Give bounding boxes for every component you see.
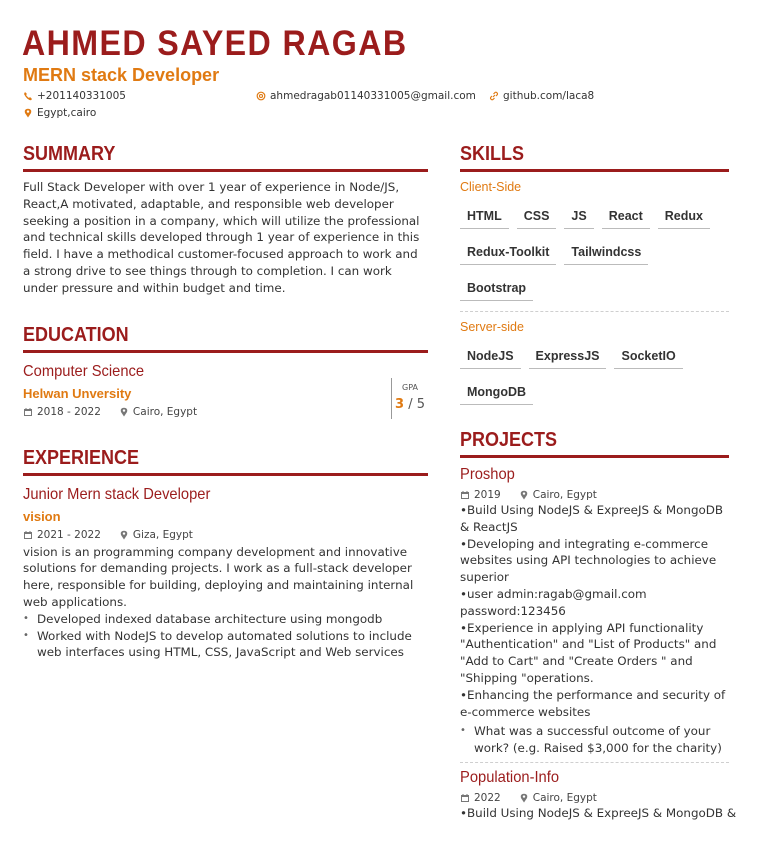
phone-icon	[23, 91, 33, 101]
experience-section	[23, 446, 428, 662]
experience-bullets	[23, 611, 428, 661]
education-entry	[23, 363, 428, 421]
summary-section	[23, 142, 428, 297]
link-icon	[489, 91, 499, 101]
project-line: •Build Using NodeJS & ExpreeJS & MongoDB & ReactJS	[460, 503, 724, 534]
calendar-icon	[23, 530, 33, 540]
gpa-score: 3	[395, 396, 405, 412]
education-section	[23, 323, 428, 421]
map-pin-icon	[519, 490, 529, 500]
job-title: MERN stack Developer	[23, 65, 220, 85]
map-pin-icon	[23, 108, 33, 118]
skills-section	[460, 142, 729, 418]
company-name: vision	[23, 508, 61, 524]
skills-rule	[460, 169, 729, 172]
calendar-icon	[460, 793, 470, 803]
project-line: •Developing and integrating e-commerce websites using API technologies to achieve superior	[460, 536, 717, 585]
skill-tag: Tailwindcss	[564, 242, 648, 265]
skill-tag: MongoDB	[460, 382, 533, 405]
list-item: • Developed indexed database architecture using mongodb	[23, 611, 428, 628]
skill-tag: SocketIO	[614, 346, 682, 369]
skill-tag: Bootstrap	[460, 278, 533, 301]
project-year: 2022	[474, 791, 501, 804]
email-contact[interactable]	[256, 90, 476, 102]
skills-divider	[460, 311, 729, 312]
skill-tag: Redux	[658, 206, 710, 229]
location-contact	[23, 107, 96, 119]
experience-entry	[23, 486, 428, 662]
experience-description: vision is an programming company development and innovative solutions for demanding projects. I work as a full-stack developer here, responsible for building, deploying and maintaining internal web applications.	[23, 544, 414, 609]
skill-tag: ExpressJS	[529, 346, 607, 369]
project-name: Population-Info	[460, 768, 560, 786]
project-entry	[460, 768, 737, 822]
project-line: •Build Using NodeJS & ExpreeJS & MongoDB &	[460, 805, 737, 820]
project-location: Cairo, Egypt	[532, 489, 597, 501]
experience-dates: 2021 - 2022	[37, 528, 101, 541]
skill-tags-server	[460, 346, 729, 418]
projects-section	[460, 428, 737, 822]
skill-tags-client	[460, 206, 729, 314]
github-text: github.com/laca8	[503, 90, 595, 102]
skill-category-server: Server-side	[460, 320, 524, 334]
map-pin-icon	[119, 407, 129, 417]
education-meta	[23, 406, 428, 418]
list-item: • What was a successful outcome of your work? (e.g. Raised $3,000 for the charity)	[460, 723, 729, 757]
skill-tag: HTML	[460, 206, 509, 229]
job-role: Junior Mern stack Developer	[23, 485, 211, 503]
list-item: • Worked with NodeJS to develop automated solutions to include web interfaces using HTML, CSS, JavaScript and Web services	[23, 628, 428, 662]
skill-tag: CSS	[517, 206, 557, 229]
project-meta	[460, 792, 729, 804]
summary-heading: SUMMARY	[23, 143, 116, 165]
project-line: •Enhancing the performance and security of e-commerce websites	[460, 687, 726, 719]
experience-heading: EXPERIENCE	[23, 446, 140, 469]
experience-location: Giza, Egypt	[132, 528, 193, 541]
skill-tag: React	[602, 206, 650, 229]
project-name: Proshop	[460, 466, 515, 483]
school-name: Helwan Unversity	[23, 385, 132, 401]
degree-title: Computer Science	[23, 362, 145, 380]
skills-heading: SKILLS	[460, 143, 525, 165]
candidate-name: AHMED SAYED RAGAB	[22, 24, 408, 63]
project-location: Cairo, Egypt	[532, 791, 597, 804]
phone-contact[interactable]	[23, 90, 126, 102]
project-meta	[460, 489, 729, 501]
skill-category-client: Client-Side	[460, 180, 522, 194]
project-entry	[460, 466, 729, 757]
at-icon	[256, 91, 266, 101]
projects-rule	[460, 455, 729, 458]
gpa-label: GPA	[402, 382, 418, 392]
experience-meta	[23, 529, 428, 541]
project-line: •user admin:ragab@gmail.com password:123456	[460, 586, 647, 618]
calendar-icon	[460, 490, 470, 500]
project-line: •Experience in applying API functionality "Authentication" and "List of Products" and "Add to Cart" and "Create Orders " and "Shipping "operations.	[460, 620, 717, 685]
calendar-icon	[23, 407, 33, 417]
gpa-box	[391, 378, 428, 419]
left-column	[23, 142, 428, 661]
gpa-max: / 5	[408, 396, 425, 412]
project-year: 2019	[474, 489, 501, 501]
map-pin-icon	[119, 530, 129, 540]
location-text: Egypt,cairo	[37, 107, 97, 119]
email-text: ahmedragab01140331005@gmail.com	[270, 90, 476, 102]
map-pin-icon	[519, 793, 529, 803]
github-contact[interactable]	[489, 90, 594, 102]
skill-tag: Redux-Toolkit	[460, 242, 556, 265]
education-location: Cairo, Egypt	[132, 405, 198, 418]
education-dates: 2018 - 2022	[37, 405, 101, 418]
right-column	[460, 142, 737, 822]
summary-rule	[23, 169, 428, 172]
phone-text: +201140331005	[37, 90, 126, 102]
education-heading: EDUCATION	[23, 323, 129, 346]
projects-heading: PROJECTS	[460, 429, 558, 451]
summary-text: Full Stack Developer with over 1 year of experience in Node/JS, React,A motivated, adaptable, and responsible web developer seeking a position in a company, which will utilize the professional and technical skills developed through 1 year of experience in this field. I have a methodical customer-focused approach to work and a strong drive to see things through to completion. I can work under pressure and within budget and time.	[23, 180, 420, 295]
skill-tag: NodeJS	[460, 346, 521, 369]
experience-rule	[23, 473, 428, 476]
education-rule	[23, 350, 428, 353]
skill-tag: JS	[564, 206, 593, 229]
projects-divider	[460, 762, 729, 763]
gpa-value	[392, 397, 428, 412]
project-bullets	[460, 723, 729, 757]
